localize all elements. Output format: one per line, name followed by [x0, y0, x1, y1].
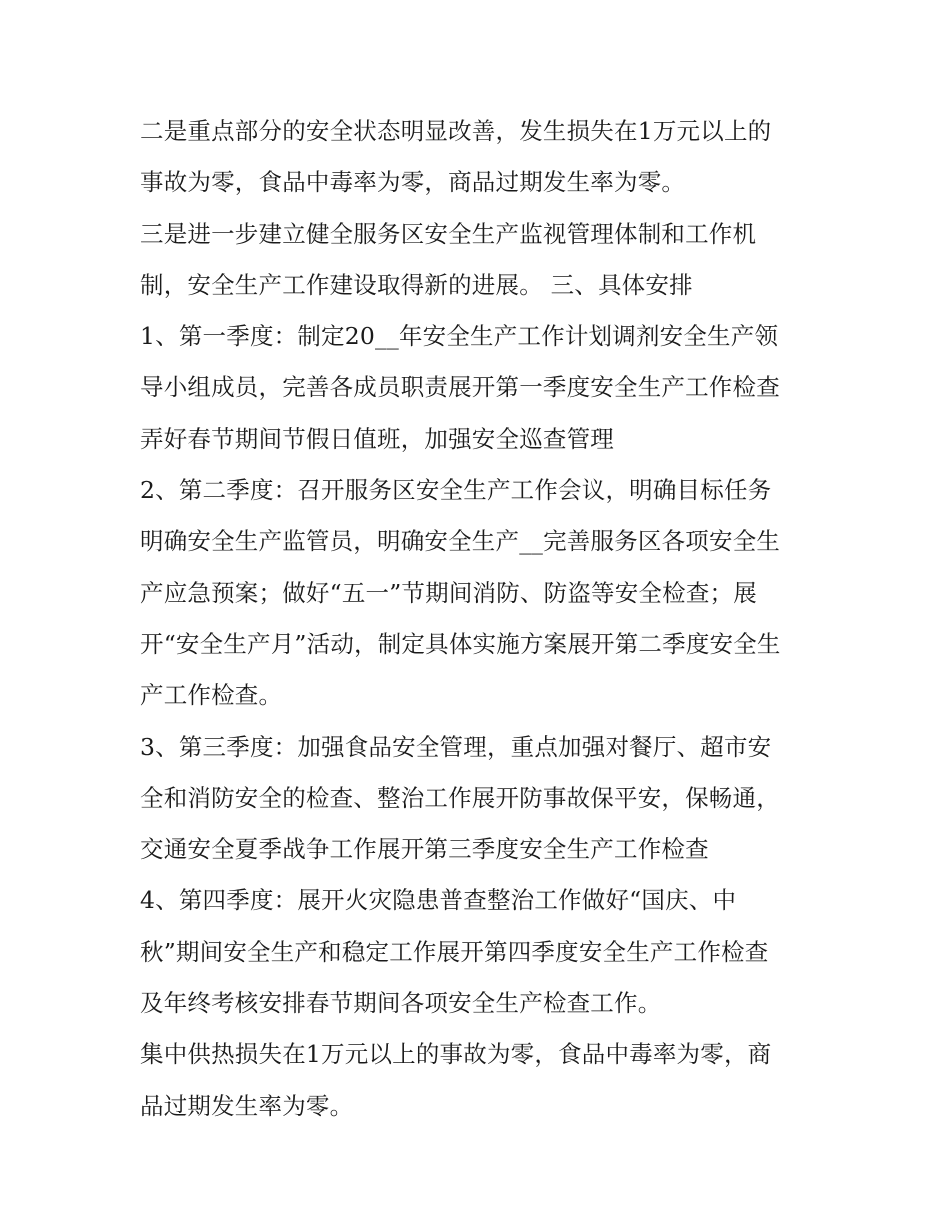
text-line: 产应急预案；做好“五一”节期间消防、防盗等安全检查；展 [140, 578, 757, 607]
text-line: 2、第二季度：召开服务区安全生产工作会议，明确目标任务 [140, 476, 772, 505]
text-line: 明确安全生产监管员，明确安全生产__完善服务区各项安全生 [140, 527, 781, 556]
text-line: 1、第一季度：制定20__年安全生产工作计划调剂安全生产领 [140, 322, 779, 351]
text-line: 三是进一步建立健全服务区安全生产监视管理体制和工作机 [140, 219, 757, 248]
text-line: 及年终考核安排春节期间各项安全生产检查工作。 [140, 989, 662, 1018]
text-line: 二是重点部分的安全状态明显改善，发生损失在1万元以上的 [140, 117, 772, 145]
text-line: 4、第四季度：展开火灾隐患普查整治工作做好“国庆、中 [140, 886, 737, 915]
text-line: 事故为零，食品中毒率为零，商品过期发生率为零。 [140, 168, 686, 197]
text-line: 3、第三季度：加强食品安全管理，重点加强对餐厅、超市安 [140, 732, 772, 761]
text-line: 产工作检查。 [140, 681, 283, 710]
document-body [140, 106, 820, 1132]
text-line: 制，安全生产工作建设取得新的进展。 三、具体安排 [140, 270, 693, 299]
text-line: 弄好春节期间节假日值班，加强安全巡查管理 [140, 424, 614, 453]
text-line: 品过期发生率为零。 [140, 1091, 354, 1120]
text-line: 集中供热损失在1万元以上的事故为零，食品中毒率为零，商 [140, 1040, 772, 1069]
text-line: 全和消防安全的检查、整治工作展开防事故保平安，保畅通， [140, 783, 780, 812]
text-line: 导小组成员，完善各成员职责展开第一季度安全生产工作检查 [140, 373, 780, 402]
text-line: 开“安全生产月”活动，制定具体实施方案展开第二季度安全生 [140, 629, 781, 658]
text-line: 秋”期间安全生产和稳定工作展开第四季度安全生产工作检查 [140, 937, 769, 966]
text-line: 交通安全夏季战争工作展开第三季度安全生产工作检查 [140, 835, 709, 864]
